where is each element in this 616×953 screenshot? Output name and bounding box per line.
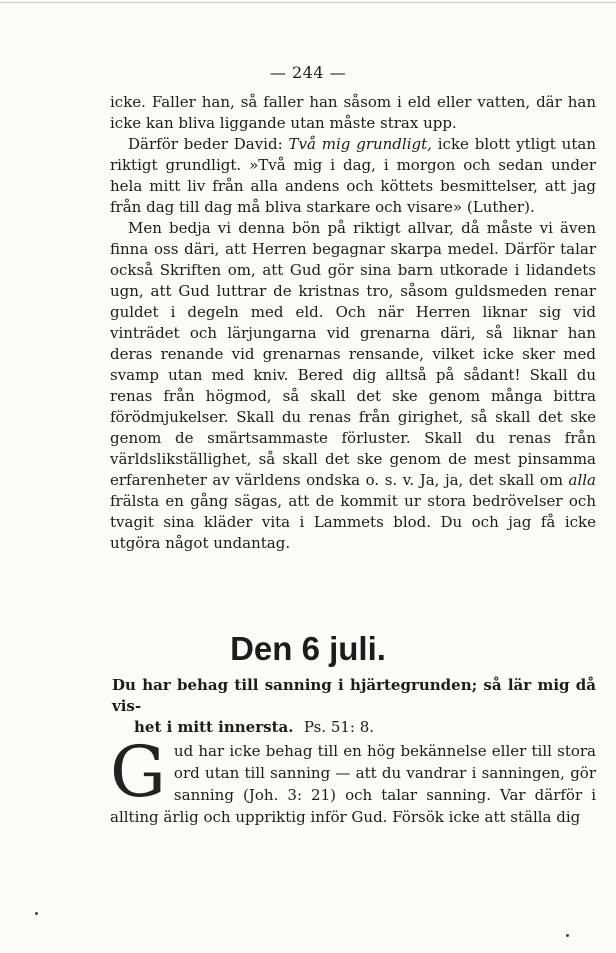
page-number: — 244 — (269, 63, 347, 82)
emphasis-alla: alla (568, 471, 596, 489)
drop-cap: G (110, 731, 166, 813)
text-block-top (110, 92, 596, 554)
paragraph-3: Men bedja vi denna bön på riktigt allvar, då måste vi även finna oss däri, att Herren begagnar skarpa medel. Därför talar också Skriften om, att Gud gör sina barn utkorade i lidandets ugn, att Gud luttrar de kristnas tro, såsom guldsmeden renar guldet i degeln med eld. Och när Herren liknar sig vid vinträdet och lärjungarna vid grenarna däri, så liknar han deras renande vid grenarnas rensande, vilket icke sker med svamp utan med kniv. Bered dig alltså på sådant! Skall du renas från högmod, så skall det ske genom många bittra förödmjukelser. Skall du renas från girighet, så skall det ske genom de smärtsammaste förluster. Skall du renas från världslikställighet, så skall det ske genom de mest pinsamma erfarenheter av världens ondska o. s. v. Ja, ja, det skall om alla frälsta en gång sägas, att de kommit ur stora bedrövelser och tvagit sina kläder vita i Lammets blod. Du och jag få icke utgöra något undantag. (110, 219, 596, 552)
paragraph-1: icke. Faller han, så faller han såsom i eld eller vatten, där han icke kan bliva liggande utan måste strax upp. (110, 93, 596, 132)
emphasis-tva-mig: Två mig grundligt, (288, 135, 432, 153)
speck (35, 912, 38, 915)
paragraph-2: Därför beder David: Två mig grundligt, icke blott ytligt utan riktigt grundligt. »Två mig i dag, i morgon och sedan under hela mitt liv från alla andens och köttets besmittelser, att jag från dag till dag må bliva starkare och visare» (Luther). (110, 135, 596, 216)
opening-paragraph: Gud har icke behag till en hög bekännelse eller till stora ord utan till sanning — att du vandrar i sanningen, gör sanning (Joh. 3: 21) och talar sanning. Var därför i allting ärlig och uppriktig inför Gud. Försök icke att ställa dig (110, 731, 596, 826)
verse-reference: Ps. 51: 8. (303, 718, 375, 736)
speck (566, 934, 569, 937)
scripture-verse: Du har behag till sanning i hjärtegrunden; så lär mig då vis- het i mitt innersta. Ps. 51: 8. (112, 676, 596, 736)
top-edge-line (0, 2, 616, 3)
day-heading: Den 6 juli. (230, 630, 386, 667)
